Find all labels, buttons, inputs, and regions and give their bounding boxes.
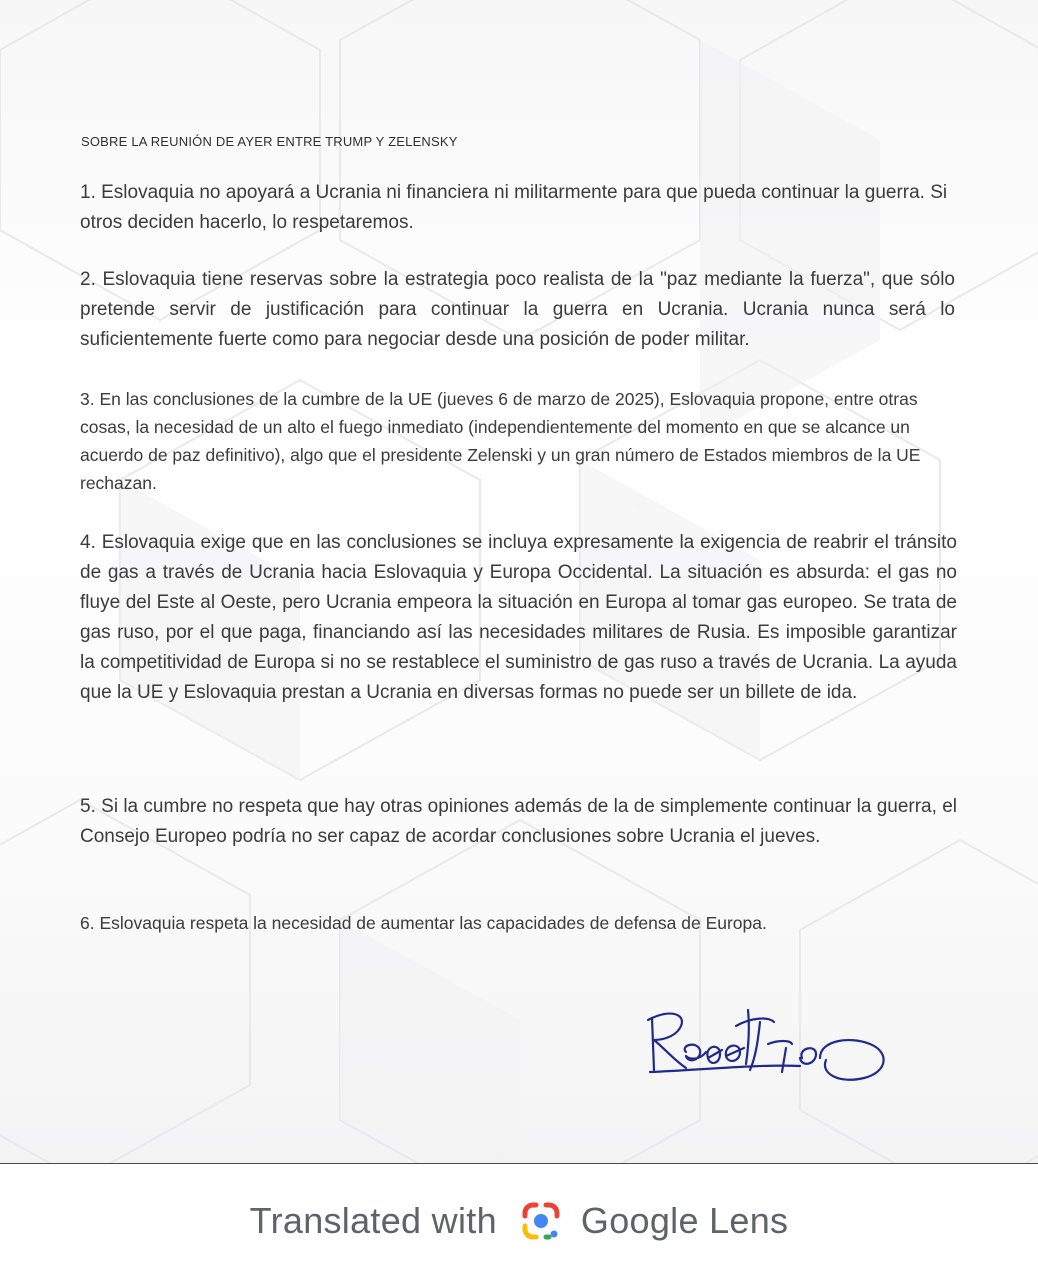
paragraph-6: 6. Eslovaquia respeta la necesidad de aumentar las capacidades de defensa de Europa. [80, 913, 767, 933]
translation-credit [0, 1196, 1038, 1246]
translated-with-label: Translated with [249, 1200, 497, 1241]
translation-footer [0, 1164, 1038, 1280]
paragraph-4: 4. Eslovaquia exige que en las conclusiones se incluya expresamente la exigencia de reabrir el tránsito de gas a través de Ucrania hacia Eslovaquia y Europa Occidental. La situación es absurda: el gas no fluye del Este al Oeste, pero Ucrania empeora la situación en Europa al tomar gas europeo. Se trata de gas ruso, por el que paga, financiando así las necesidades militares de Rusia. Es imposible garantizar la competitividad de Europa si no se restablece el suministro de gas ruso a través de Ucrania. La ayuda que la UE y Eslovaquia prestan a Ucrania en diversas formas no puede ser un billete de ida. [80, 532, 957, 703]
google-lens-icon [519, 1199, 563, 1243]
paragraph-2: 2. Eslovaquia tiene reservas sobre la estrategia poco realista de la "paz mediante la fuerza", que sólo pretende servir de justificación para continuar la guerra en Ucrania. Ucrania nunca será lo suficientemente fuerte como para negociar desde una posición de poder militar. [80, 269, 955, 350]
handwritten-signature [640, 1000, 900, 1100]
document-heading: SOBRE LA REUNIÓN DE AYER ENTRE TRUMP Y ZELENSKY [81, 134, 458, 149]
paragraph-1: 1. Eslovaquia no apoyará a Ucrania ni financiera ni militarmente para que pueda continuar la guerra. Si otros deciden hacerlo, lo respetaremos. [80, 182, 948, 233]
paragraph-3: 3. En las conclusiones de la cumbre de la UE (jueves 6 de marzo de 2025), Eslovaquia propone, entre otras cosas, la necesidad de un alto el fuego inmediato (independientemente del momento en que se alcance un acuerdo de paz definitivo), algo que el presidente Zelenski y un gran número de Estados miembros de la UE rechazan. [80, 389, 921, 493]
google-lens-label: Google Lens [580, 1200, 789, 1241]
paragraph-5: 5. Si la cumbre no respeta que hay otras opiniones además de la de simplemente continuar la guerra, el Consejo Europeo podría no ser capaz de acordar conclusiones sobre Ucrania el jueves. [80, 796, 957, 847]
